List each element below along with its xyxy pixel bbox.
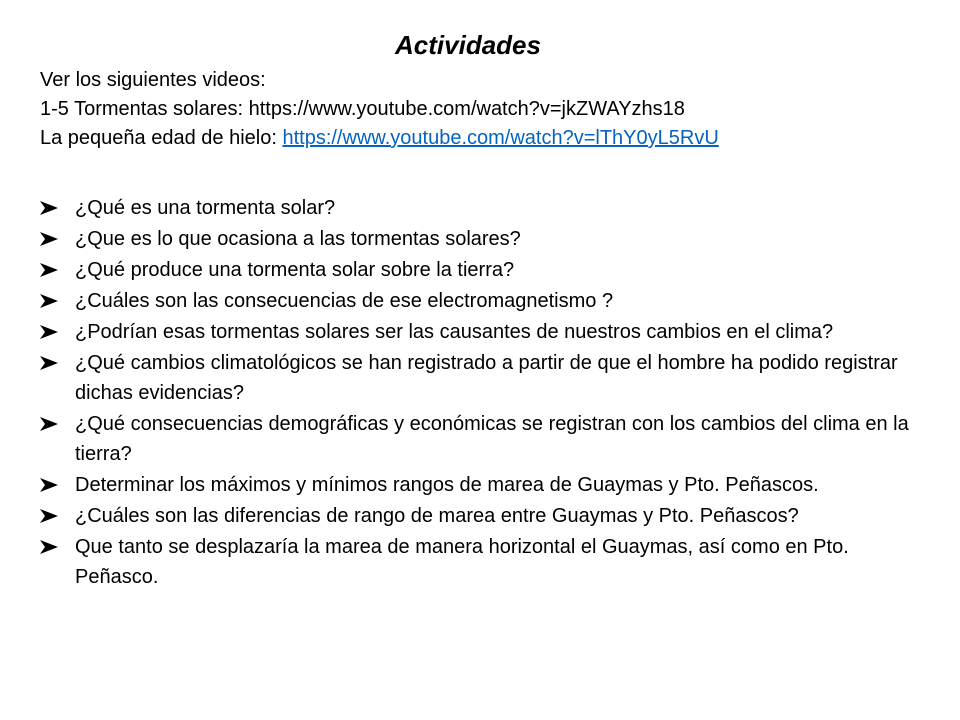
arrowhead-bullet-icon	[40, 417, 58, 431]
list-item	[40, 348, 920, 408]
arrowhead-bullet-icon	[40, 509, 58, 523]
list-item	[40, 470, 920, 500]
list-item	[40, 224, 920, 254]
intro-block	[40, 66, 930, 153]
arrowhead-bullet-icon	[40, 540, 58, 554]
arrowhead-bullet-icon	[40, 356, 58, 370]
list-item	[40, 532, 920, 592]
ice-age-video-link[interactable]: https://www.youtube.com/watch?v=lThY0yL5RvU	[282, 127, 719, 149]
intro-line-solar-storms: 1-5 Tormentas solares: https://www.youtube.com/watch?v=jkZWAYzhs18	[40, 98, 685, 120]
list-item	[40, 255, 920, 285]
question-text: ¿Que es lo que ocasiona a las tormentas solares?	[75, 228, 521, 250]
question-text: ¿Qué produce una tormenta solar sobre la tierra?	[75, 259, 515, 281]
page-title: Actividades	[395, 30, 541, 60]
questions-list	[40, 193, 920, 593]
arrowhead-bullet-icon	[40, 232, 58, 246]
question-text: ¿Cuáles son las diferencias de rango de marea entre Guaymas y Pto. Peñascos?	[75, 505, 799, 527]
question-text: Que tanto se desplazaría la marea de manera horizontal el Guaymas, así como en Pto. Peñasco.	[75, 536, 849, 588]
list-item	[40, 317, 920, 347]
question-text: ¿Qué cambios climatológicos se han registrado a partir de que el hombre ha podido registrar dichas evidencias?	[75, 352, 898, 404]
question-text: ¿Cuáles son las consecuencias de ese electromagnetismo ?	[75, 290, 614, 312]
arrowhead-bullet-icon	[40, 201, 58, 215]
question-text: Determinar los máximos y mínimos rangos de marea de Guaymas y Pto. Peñascos.	[75, 474, 819, 496]
question-text: ¿Podrían esas tormentas solares ser las causantes de nuestros cambios en el clima?	[75, 321, 834, 343]
arrowhead-bullet-icon	[40, 325, 58, 339]
list-item	[40, 193, 920, 223]
intro-line-ice-age	[40, 124, 930, 153]
list-item	[40, 501, 920, 531]
intro-line-videos: Ver los siguientes videos:	[40, 69, 266, 91]
intro-line-ice-age-label: La pequeña edad de hielo:	[40, 127, 283, 149]
arrowhead-bullet-icon	[40, 478, 58, 492]
arrowhead-bullet-icon	[40, 263, 58, 277]
list-item	[40, 286, 920, 316]
arrowhead-bullet-icon	[40, 294, 58, 308]
question-text: ¿Qué consecuencias demográficas y económicas se registran con los cambios del clima en la tierra?	[75, 413, 909, 465]
list-item	[40, 409, 920, 469]
question-text: ¿Qué es una tormenta solar?	[75, 197, 336, 219]
